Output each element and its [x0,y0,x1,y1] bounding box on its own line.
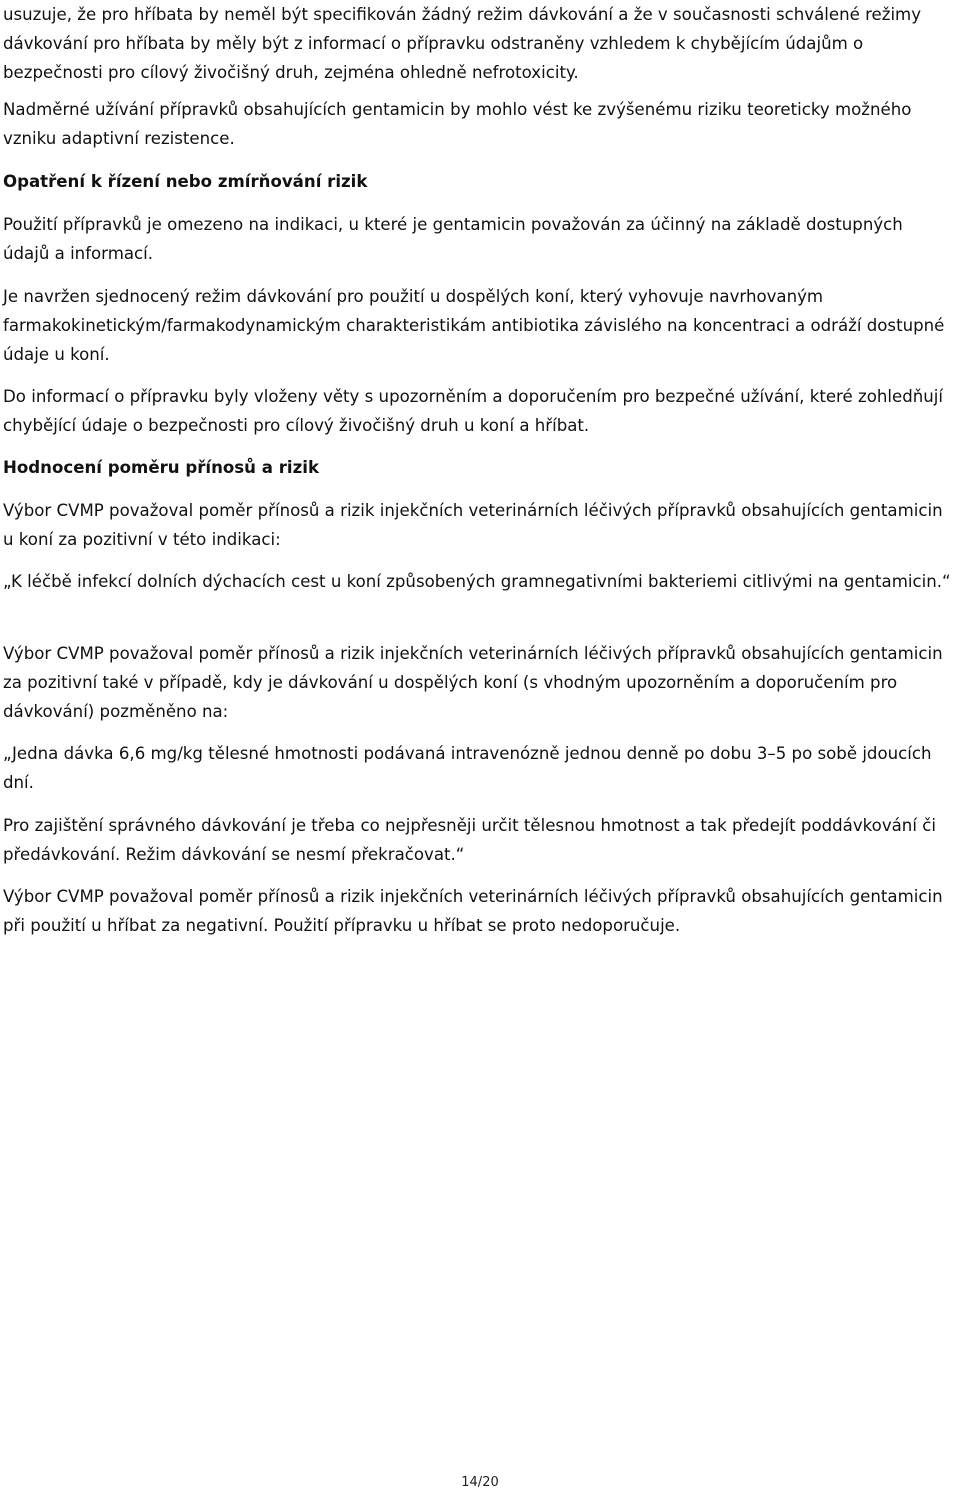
paragraph-cvmp-positive-indication [3,496,953,554]
section-heading-risk-management [3,167,953,196]
paragraph-warnings [3,382,953,440]
paragraph-text: Použití přípravků je omezeno na indikaci, u které je gentamicin považován za účinný na základě dostupných údajů a informací. [3,215,903,263]
section-heading: Opatření k řízení nebo zmírňování rizik [3,172,368,191]
paragraph-text: Je navržen sjednocený režim dávkování pro použití u dospělých koní, který vyhovuje navrhovaným farmakokinetickým/farmakodynamickým charakteristikám antibiotika závislého na koncentraci a odráží dostupné údaje u koní. [3,287,945,364]
paragraph-text: Výbor CVMP považoval poměr přínosů a rizik injekčních veterinárních léčivých přípravků obsahujících gentamicin za pozitivní také v případě, kdy je dávkování u dospělých koní (s vhodným upozorněním a doporučením pro dávkování) pozměněno na: [3,644,943,721]
paragraph-text: „Jedna dávka 6,6 mg/kg tělesné hmotnosti podávaná intravenózně jednou denně po dobu 3–5 po sobě jdoucích dní. [3,744,932,792]
paragraph-text: „K léčbě infekcí dolních dýchacích cest u koní způsobených gramnegativními bakteriemi citlivými na gentamicin.“ [3,572,951,591]
paragraph-text: Nadměrné užívání přípravků obsahujících gentamicin by mohlo vést ke zvýšenému riziku teoreticky možného vzniku adaptivní rezistence. [3,100,912,148]
paragraph-dose-quote [3,739,953,797]
paragraph-text: Výbor CVMP považoval poměr přínosů a rizik injekčních veterinárních léčivých přípravků obsahujících gentamicin při použití u hříbat za negativní. Použití přípravku u hříbat se proto nedoporučuje. [3,887,943,935]
paragraph-indication-quote [3,567,953,596]
paragraph-dosing-regimen [3,282,953,369]
paragraph-resistance [3,95,953,153]
paragraph-cvmp-positive-dosing [3,639,953,726]
section-heading-benefit-risk [3,453,953,482]
paragraph-foal-dosing [3,0,953,87]
paragraph-text: Výbor CVMP považoval poměr přínosů a rizik injekčních veterinárních léčivých přípravků obsahujících gentamicin u koní za pozitivní v této indikaci: [3,501,943,549]
paragraph-text: Do informací o přípravku byly vloženy věty s upozorněním a doporučením pro bezpečné užívání, které zohledňují chybějící údaje o bezpečnosti pro cílový živočišný druh u koní a hříbat. [3,387,943,435]
paragraph-indication-restriction [3,210,953,268]
page-number: 14/20 [461,1475,499,1490]
paragraph-text: usuzuje, že pro hříbata by neměl být specifikován žádný režim dávkování a že v současnosti schválené režimy dávkování pro hříbata by měly být z informací o přípravku odstraněny vzhledem k chybějícím údajům o bezpečnosti pro cílový živočišný druh, zejména ohledně nefrotoxicity. [3,5,922,82]
paragraph-text: Pro zajištění správného dávkování je třeba co nejpřesněji určit tělesnou hmotnost a tak předejít poddávkování či předávkování. Režim dávkování se nesmí překračovat.“ [3,816,936,864]
paragraph-dose-accuracy [3,811,953,869]
section-heading: Hodnocení poměru přínosů a rizik [3,458,320,477]
paragraph-cvmp-negative-foals [3,882,953,940]
